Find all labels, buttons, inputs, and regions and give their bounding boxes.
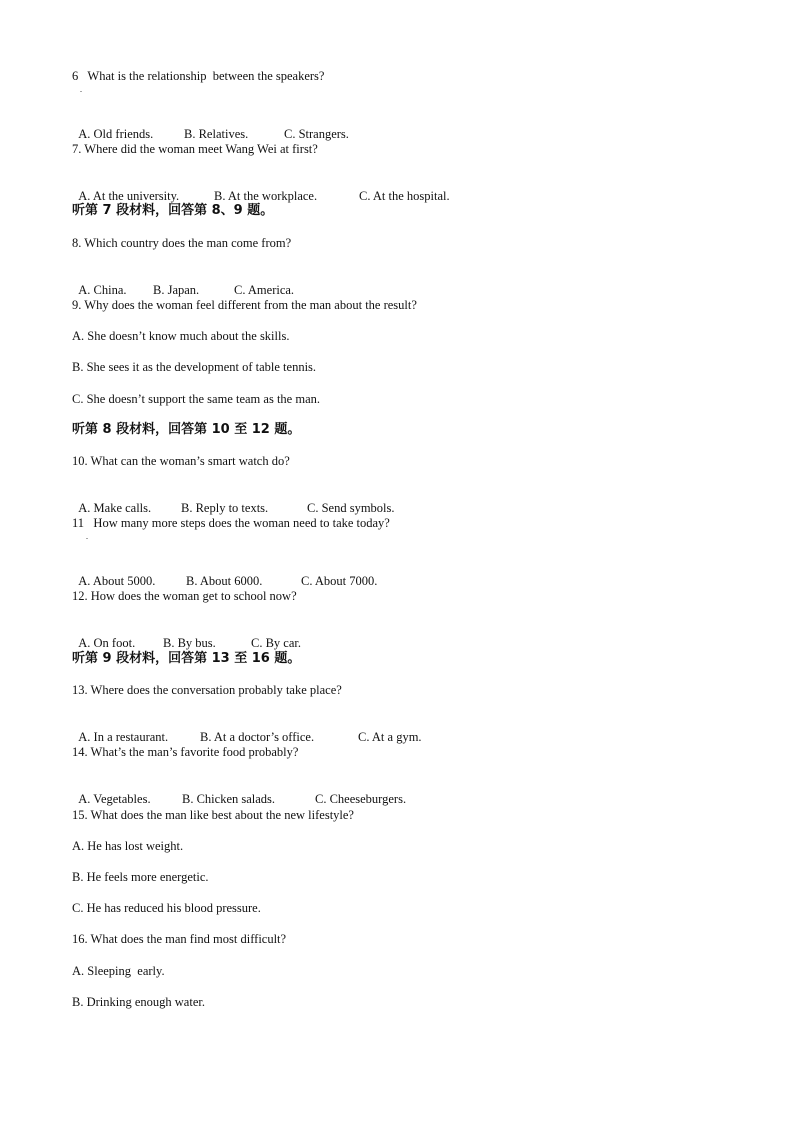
- option-b: B. Chicken salads.: [182, 792, 276, 806]
- question-9: 9. Why does the woman feel different from the man about the result?: [72, 298, 417, 312]
- option-b: B. At a doctor’s office.: [200, 730, 315, 744]
- option-b: B. Reply to texts.: [181, 501, 269, 515]
- option-9a: A. She doesn’t know much about the skills.: [72, 329, 290, 343]
- question-11: 11 How many more steps does the woman need to take today?: [72, 516, 390, 530]
- option-9b: B. She sees it as the development of table tennis.: [72, 360, 317, 374]
- section-heading-7: 听第 7 段材料，回答第 8、9 题。: [72, 203, 274, 218]
- option-a: A. Vegetables.: [78, 792, 151, 806]
- options-8: [72, 266, 295, 298]
- question-6: 6 What is the relationship between the speakers?: [72, 69, 325, 83]
- option-a: A. China.: [78, 283, 127, 297]
- option-c: C. America.: [234, 283, 295, 297]
- option-a: A. At the university.: [78, 189, 180, 203]
- option-c: C. Strangers.: [284, 127, 349, 141]
- option-c: C. At a gym.: [358, 730, 422, 744]
- option-15a: A. He has lost weight.: [72, 839, 184, 853]
- option-16a: A. Sleeping early.: [72, 964, 165, 978]
- stray-mark: .: [80, 85, 82, 94]
- option-a: A. Make calls.: [78, 501, 152, 515]
- option-16b: B. Drinking enough water.: [72, 995, 205, 1009]
- option-a: A. About 5000.: [78, 574, 156, 588]
- question-8: 8. Which country does the man come from?: [72, 236, 292, 250]
- options-10: [72, 484, 395, 516]
- options-11: [72, 557, 378, 589]
- options-12: [72, 619, 301, 651]
- stray-mark: .: [86, 532, 88, 541]
- options-14: [72, 775, 407, 807]
- option-b: B. About 6000.: [186, 574, 263, 588]
- option-a: A. Old friends.: [78, 127, 154, 141]
- option-c: C. About 7000.: [301, 574, 378, 588]
- option-b: B. At the workplace.: [214, 189, 318, 203]
- option-c: C. At the hospital.: [359, 189, 450, 203]
- section-heading-9: 听第 9 段材料，回答第 13 至 16 题。: [72, 651, 301, 666]
- question-13: 13. Where does the conversation probably take place?: [72, 683, 342, 697]
- question-12: 12. How does the woman get to school now?: [72, 589, 297, 603]
- option-15b: B. He feels more energetic.: [72, 870, 209, 884]
- option-9c: C. She doesn’t support the same team as the man.: [72, 392, 320, 406]
- question-14: 14. What’s the man’s favorite food probably?: [72, 745, 299, 759]
- option-a: A. On foot.: [78, 636, 136, 650]
- option-b: B. By bus.: [163, 636, 216, 650]
- options-13: [72, 713, 422, 745]
- option-c: C. Cheeseburgers.: [315, 792, 407, 806]
- section-heading-8: 听第 8 段材料，回答第 10 至 12 题。: [72, 422, 301, 437]
- options-7: [72, 172, 450, 204]
- question-16: 16. What does the man find most difficult?: [72, 932, 287, 946]
- question-15: 15. What does the man like best about the new lifestyle?: [72, 808, 354, 822]
- option-b: B. Relatives.: [184, 127, 249, 141]
- options-6: [72, 110, 349, 142]
- option-c: C. Send symbols.: [307, 501, 395, 515]
- question-10: 10. What can the woman’s smart watch do?: [72, 454, 290, 468]
- option-b: B. Japan.: [153, 283, 200, 297]
- option-a: A. In a restaurant.: [78, 730, 169, 744]
- option-c: C. By car.: [251, 636, 301, 650]
- option-15c: C. He has reduced his blood pressure.: [72, 901, 261, 915]
- question-7: 7. Where did the woman meet Wang Wei at first?: [72, 142, 318, 156]
